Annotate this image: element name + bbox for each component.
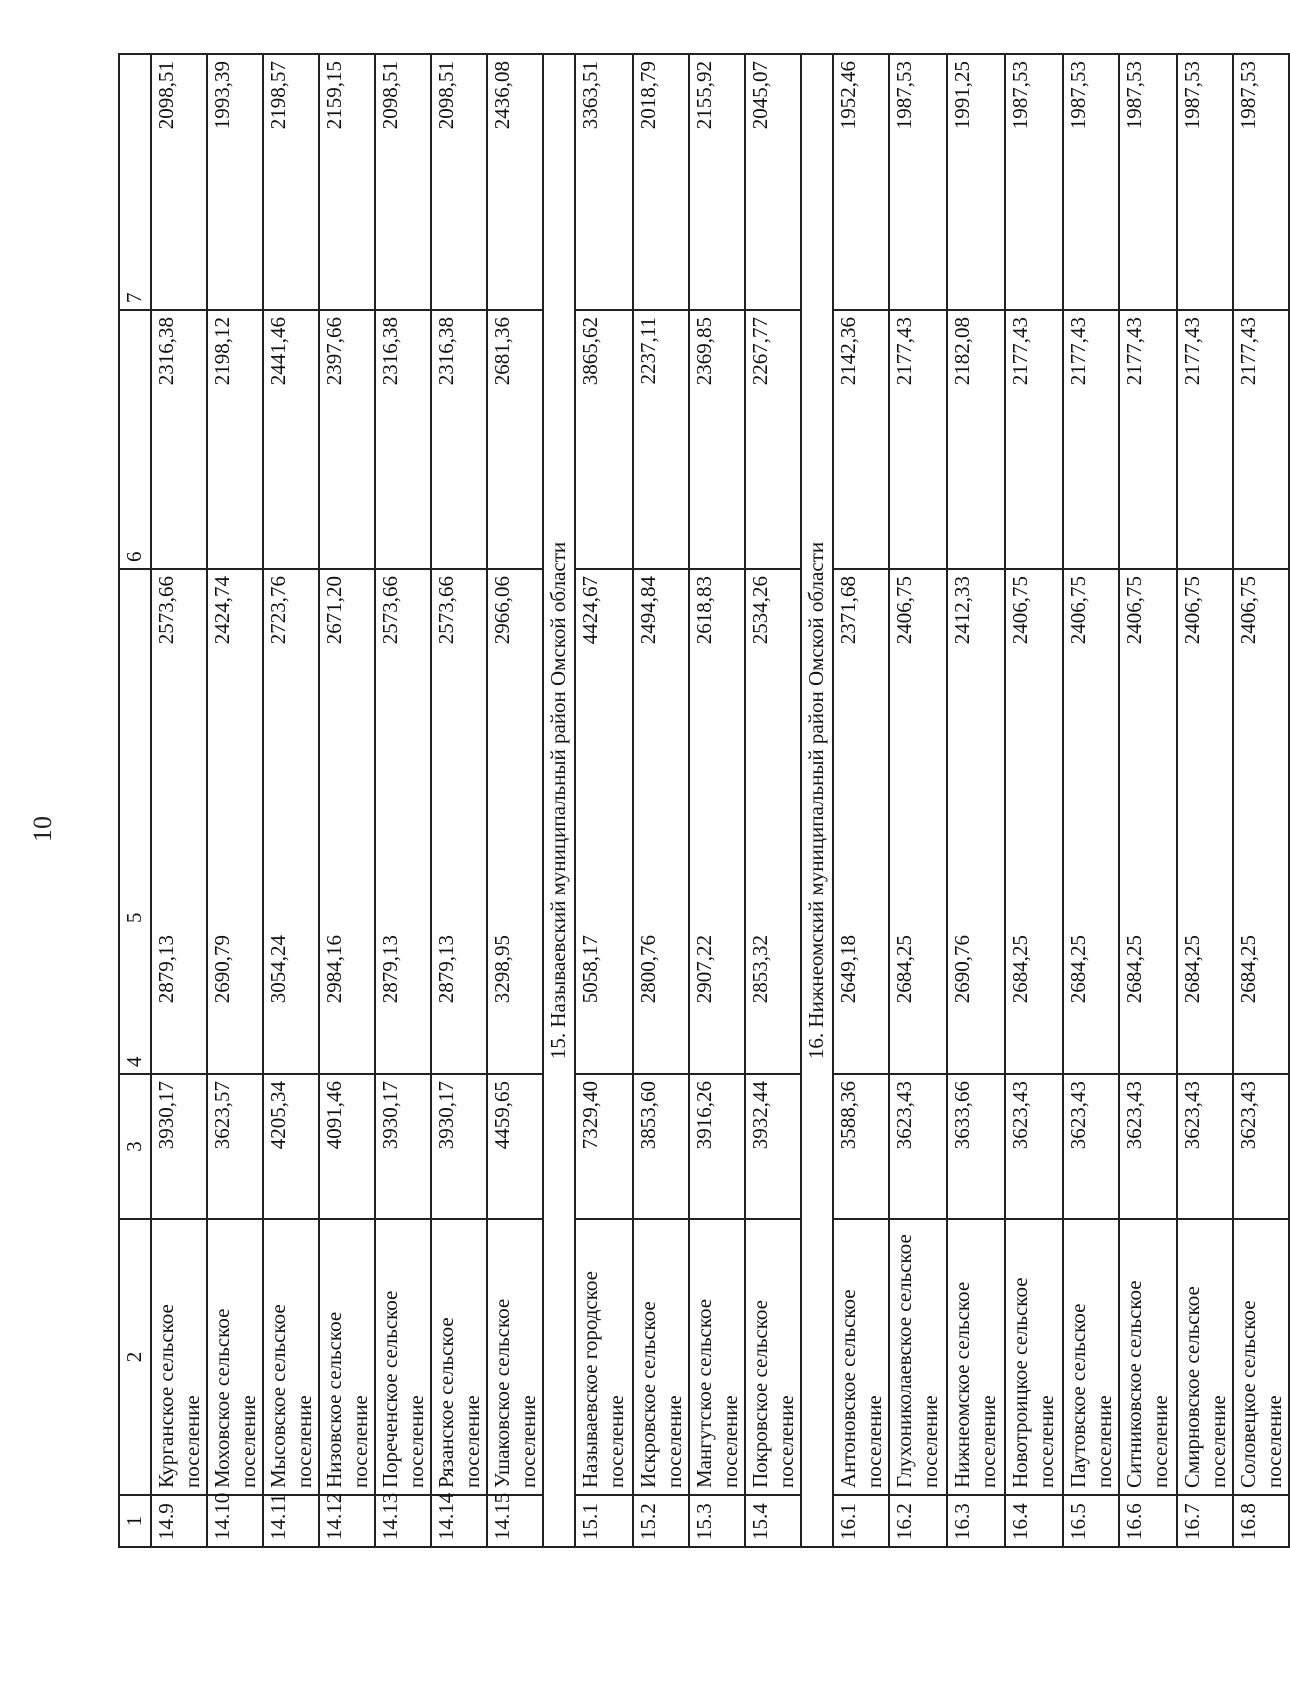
settlement-name: Новотроицкое сельское поселение	[1005, 1219, 1063, 1495]
settlement-name: Низовское сельское поселение	[319, 1219, 375, 1495]
settlement-name: Покровское сельское поселение	[745, 1219, 801, 1495]
value-col-7: 2198,57	[263, 54, 319, 310]
value-col-3: 4205,34	[263, 1074, 319, 1219]
value-col-4: 3054,24	[263, 929, 319, 1074]
value-col-6: 2316,38	[375, 310, 431, 569]
value-col-6: 2177,43	[1177, 310, 1233, 569]
value-col-5: 4424,67	[575, 569, 633, 929]
value-col-4: 2684,25	[1119, 929, 1177, 1074]
value-col-4: 2649,18	[833, 929, 889, 1074]
value-col-4: 2690,79	[207, 929, 263, 1074]
settlement-name: Мангутское сельское поселение	[689, 1219, 745, 1495]
value-col-4: 2907,22	[689, 929, 745, 1074]
row-number: 15.4	[745, 1495, 801, 1547]
settlement-name: Курганское сельское поселение	[151, 1219, 207, 1495]
value-col-5: 2371,68	[833, 569, 889, 929]
value-col-6: 2369,85	[689, 310, 745, 569]
value-col-5: 2573,66	[431, 569, 487, 929]
settlement-name: Называевское городское поселение	[575, 1219, 633, 1495]
value-col-6: 2681,36	[487, 310, 543, 569]
value-col-4: 2879,13	[375, 929, 431, 1074]
value-col-4: 2800,76	[633, 929, 689, 1074]
value-col-6: 2182,08	[947, 310, 1005, 569]
value-col-7: 1993,39	[207, 54, 263, 310]
value-col-6: 2177,43	[1233, 310, 1289, 569]
value-col-7: 2436,08	[487, 54, 543, 310]
row-number: 16.5	[1063, 1495, 1119, 1547]
value-col-5: 2618,83	[689, 569, 745, 929]
value-col-5: 2494,84	[633, 569, 689, 929]
row-number: 14.12	[319, 1495, 375, 1547]
row-number: 14.10	[207, 1495, 263, 1547]
value-col-4: 2879,13	[151, 929, 207, 1074]
table-row	[431, 54, 487, 1547]
settlement-name: Искровское сельское поселение	[633, 1219, 689, 1495]
value-col-6: 2142,36	[833, 310, 889, 569]
row-number: 16.8	[1233, 1495, 1289, 1547]
table-row	[1063, 54, 1119, 1547]
header-row	[119, 54, 151, 1547]
settlement-name: Соловецкое сельское поселение	[1233, 1219, 1289, 1495]
table-row	[1005, 54, 1063, 1547]
value-col-5: 2406,75	[1233, 569, 1289, 929]
value-col-5: 2406,75	[1119, 569, 1177, 929]
section-row	[801, 54, 833, 1547]
value-col-7: 2018,79	[633, 54, 689, 310]
value-col-3: 4091,46	[319, 1074, 375, 1219]
value-col-6: 3865,62	[575, 310, 633, 569]
table-row	[263, 54, 319, 1547]
value-col-4: 2984,16	[319, 929, 375, 1074]
value-col-7: 2155,92	[689, 54, 745, 310]
value-col-5: 2406,75	[1005, 569, 1063, 929]
section-row	[543, 54, 575, 1547]
value-col-5: 2966,06	[487, 569, 543, 929]
column-header: 5	[119, 569, 151, 929]
column-header: 3	[119, 1074, 151, 1219]
table-row	[487, 54, 543, 1547]
value-col-7: 1991,25	[947, 54, 1005, 310]
column-header: 1	[119, 1495, 151, 1547]
value-col-7: 1987,53	[889, 54, 947, 310]
value-col-3: 3932,44	[745, 1074, 801, 1219]
settlement-name: Смирновское сельское поселение	[1177, 1219, 1233, 1495]
page-number: 10	[28, 816, 57, 842]
rotated-table-sheet	[118, 55, 1286, 1548]
value-col-7: 1987,53	[1005, 54, 1063, 310]
table-row	[689, 54, 745, 1547]
value-col-5: 2406,75	[1063, 569, 1119, 929]
settlement-name: Ушаковское сельское поселение	[487, 1219, 543, 1495]
value-col-4: 2684,25	[1177, 929, 1233, 1074]
value-col-7: 1987,53	[1063, 54, 1119, 310]
table-row	[633, 54, 689, 1547]
settlement-name: Пореченское сельское поселение	[375, 1219, 431, 1495]
settlement-name: Глухониколаевское сельское поселение	[889, 1219, 947, 1495]
value-col-3: 3588,36	[833, 1074, 889, 1219]
table-row	[1119, 54, 1177, 1547]
settlement-name: Мысовское сельское поселение	[263, 1219, 319, 1495]
value-col-3: 3623,43	[1233, 1074, 1289, 1219]
value-col-3: 4459,65	[487, 1074, 543, 1219]
value-col-5: 2406,75	[1177, 569, 1233, 929]
column-header: 2	[119, 1219, 151, 1495]
value-col-7: 2045,07	[745, 54, 801, 310]
row-number: 14.13	[375, 1495, 431, 1547]
value-col-7: 2098,51	[375, 54, 431, 310]
settlement-name: Нижнеомское сельское поселение	[947, 1219, 1005, 1495]
table-row	[745, 54, 801, 1547]
value-col-3: 3623,57	[207, 1074, 263, 1219]
value-col-7: 2098,51	[151, 54, 207, 310]
column-header: 7	[119, 54, 151, 310]
value-col-4: 5058,17	[575, 929, 633, 1074]
value-col-3: 3633,66	[947, 1074, 1005, 1219]
value-col-7: 1952,46	[833, 54, 889, 310]
row-number: 16.2	[889, 1495, 947, 1547]
table-row	[375, 54, 431, 1547]
value-col-3: 3623,43	[889, 1074, 947, 1219]
settlement-name: Антоновское сельское поселение	[833, 1219, 889, 1495]
table-row	[575, 54, 633, 1547]
row-number: 15.2	[633, 1495, 689, 1547]
row-number: 16.1	[833, 1495, 889, 1547]
row-number: 15.1	[575, 1495, 633, 1547]
value-col-4: 2684,25	[1063, 929, 1119, 1074]
value-col-6: 2267,77	[745, 310, 801, 569]
value-col-6: 2177,43	[1119, 310, 1177, 569]
table-row	[1177, 54, 1233, 1547]
table-row	[151, 54, 207, 1547]
value-col-6: 2177,43	[1063, 310, 1119, 569]
value-col-6: 2441,46	[263, 310, 319, 569]
tariff-table	[118, 53, 1290, 1548]
table-row	[947, 54, 1005, 1547]
value-col-3: 7329,40	[575, 1074, 633, 1219]
row-number: 14.9	[151, 1495, 207, 1547]
value-col-3: 3930,17	[431, 1074, 487, 1219]
value-col-3: 3853,60	[633, 1074, 689, 1219]
table-row	[833, 54, 889, 1547]
column-header: 6	[119, 310, 151, 569]
value-col-6: 2316,38	[431, 310, 487, 569]
value-col-6: 2177,43	[1005, 310, 1063, 569]
column-header: 4	[119, 929, 151, 1074]
value-col-6: 2316,38	[151, 310, 207, 569]
row-number: 15.3	[689, 1495, 745, 1547]
settlement-name: Рязанское сельское поселение	[431, 1219, 487, 1495]
settlement-name: Ситниковское сельское поселение	[1119, 1219, 1177, 1495]
value-col-4: 2690,76	[947, 929, 1005, 1074]
section-title: 15. Называевский муниципальный район Омской области	[543, 54, 575, 1547]
table-row	[207, 54, 263, 1547]
row-number: 14.11	[263, 1495, 319, 1547]
value-col-3: 3623,43	[1063, 1074, 1119, 1219]
row-number: 14.15	[487, 1495, 543, 1547]
value-col-7: 2159,15	[319, 54, 375, 310]
value-col-5: 2573,66	[151, 569, 207, 929]
value-col-5: 2412,33	[947, 569, 1005, 929]
value-col-5: 2406,75	[889, 569, 947, 929]
value-col-4: 2684,25	[1233, 929, 1289, 1074]
value-col-4: 2879,13	[431, 929, 487, 1074]
table-body	[151, 54, 1289, 1547]
table-row	[889, 54, 947, 1547]
value-col-7: 1987,53	[1177, 54, 1233, 310]
value-col-6: 2397,66	[319, 310, 375, 569]
value-col-3: 3930,17	[151, 1074, 207, 1219]
value-col-5: 2671,20	[319, 569, 375, 929]
value-col-3: 3930,17	[375, 1074, 431, 1219]
value-col-6: 2198,12	[207, 310, 263, 569]
value-col-5: 2573,66	[375, 569, 431, 929]
section-title: 16. Нижнеомский муниципальный район Омской области	[801, 54, 833, 1547]
value-col-7: 1987,53	[1233, 54, 1289, 310]
value-col-7: 3363,51	[575, 54, 633, 310]
settlement-name: Моховское сельское поселение	[207, 1219, 263, 1495]
value-col-4: 2684,25	[889, 929, 947, 1074]
table-row	[1233, 54, 1289, 1547]
value-col-5: 2534,26	[745, 569, 801, 929]
row-number: 16.6	[1119, 1495, 1177, 1547]
row-number: 16.3	[947, 1495, 1005, 1547]
value-col-3: 3916,26	[689, 1074, 745, 1219]
row-number: 16.4	[1005, 1495, 1063, 1547]
value-col-4: 2853,32	[745, 929, 801, 1074]
value-col-3: 3623,43	[1119, 1074, 1177, 1219]
value-col-4: 3298,95	[487, 929, 543, 1074]
row-number: 16.7	[1177, 1495, 1233, 1547]
value-col-6: 2237,11	[633, 310, 689, 569]
value-col-5: 2424,74	[207, 569, 263, 929]
value-col-3: 3623,43	[1005, 1074, 1063, 1219]
row-number: 14.14	[431, 1495, 487, 1547]
value-col-7: 1987,53	[1119, 54, 1177, 310]
table-row	[319, 54, 375, 1547]
value-col-3: 3623,43	[1177, 1074, 1233, 1219]
value-col-7: 2098,51	[431, 54, 487, 310]
settlement-name: Паутовское сельское поселение	[1063, 1219, 1119, 1495]
value-col-6: 2177,43	[889, 310, 947, 569]
value-col-4: 2684,25	[1005, 929, 1063, 1074]
value-col-5: 2723,76	[263, 569, 319, 929]
